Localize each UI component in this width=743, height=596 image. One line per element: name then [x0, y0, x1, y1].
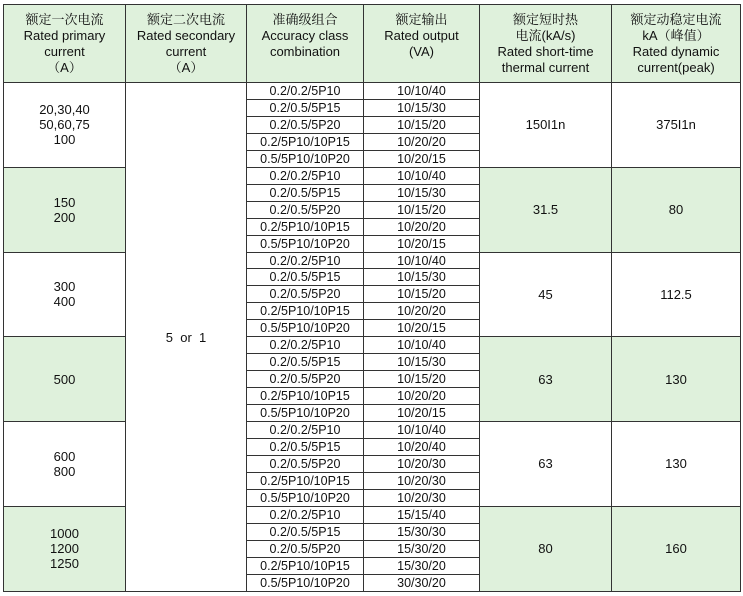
- rated-output-cell: 10/20/15: [364, 235, 480, 252]
- rated-output-cell: 10/10/40: [364, 83, 480, 100]
- rated-output-cell: 10/20/20: [364, 388, 480, 405]
- accuracy-class-cell: 0.2/5P10/10P15: [247, 388, 364, 405]
- accuracy-class-cell: 0.2/5P10/10P15: [247, 133, 364, 150]
- rated-output-cell: 10/15/30: [364, 354, 480, 371]
- primary-current-cell: 500: [4, 337, 126, 422]
- primary-current-cell: 1000 1200 1250: [4, 506, 126, 591]
- rated-output-cell: 10/15/20: [364, 371, 480, 388]
- rated-output-cell: 10/15/20: [364, 201, 480, 218]
- table-row: [4, 506, 741, 523]
- accuracy-class-cell: 0.2/0.2/5P10: [247, 337, 364, 354]
- primary-current-cell: 150 200: [4, 167, 126, 252]
- rated-output-cell: 10/15/20: [364, 286, 480, 303]
- dynamic-current-cell: 80: [612, 167, 741, 252]
- accuracy-class-cell: 0.2/5P10/10P15: [247, 472, 364, 489]
- rated-output-cell: 10/10/40: [364, 422, 480, 439]
- rated-output-cell: 10/15/30: [364, 269, 480, 286]
- rated-output-cell: 10/15/20: [364, 116, 480, 133]
- rated-output-cell: 15/30/20: [364, 557, 480, 574]
- accuracy-class-cell: 0.2/0.5/5P20: [247, 540, 364, 557]
- thermal-current-cell: 45: [480, 252, 612, 337]
- table-row: [4, 252, 741, 269]
- thermal-current-cell: 63: [480, 337, 612, 422]
- rated-output-cell: 10/15/30: [364, 99, 480, 116]
- rated-output-cell: 10/10/40: [364, 167, 480, 184]
- thermal-current-cell: 150I1n: [480, 83, 612, 168]
- table-row: [4, 167, 741, 184]
- rated-output-cell: 10/10/40: [364, 337, 480, 354]
- dynamic-current-cell: 160: [612, 506, 741, 591]
- table-row: [4, 83, 741, 100]
- header-secondary: 额定二次电流 Rated secondary current （A）: [126, 5, 247, 83]
- accuracy-class-cell: 0.2/0.2/5P10: [247, 252, 364, 269]
- rated-output-cell: 15/30/30: [364, 523, 480, 540]
- thermal-current-cell: 80: [480, 506, 612, 591]
- thermal-current-cell: 63: [480, 422, 612, 507]
- secondary-current-cell: 5 or 1: [126, 83, 247, 592]
- accuracy-class-cell: 0.5/5P10/10P20: [247, 574, 364, 591]
- rated-output-cell: 10/20/15: [364, 405, 480, 422]
- rated-output-cell: 30/30/20: [364, 574, 480, 591]
- accuracy-class-cell: 0.2/0.5/5P15: [247, 99, 364, 116]
- rated-output-cell: 10/20/30: [364, 489, 480, 506]
- accuracy-class-cell: 0.2/0.2/5P10: [247, 422, 364, 439]
- table-body: [4, 83, 741, 592]
- header-row: [4, 5, 741, 83]
- header-thermal: 额定短时热 电流(kA/s) Rated short-time thermal current: [480, 5, 612, 83]
- accuracy-class-cell: 0.2/5P10/10P15: [247, 218, 364, 235]
- rated-output-cell: 15/30/20: [364, 540, 480, 557]
- accuracy-class-cell: 0.5/5P10/10P20: [247, 150, 364, 167]
- accuracy-class-cell: 0.2/0.2/5P10: [247, 506, 364, 523]
- dynamic-current-cell: 130: [612, 422, 741, 507]
- rated-output-cell: 10/20/15: [364, 150, 480, 167]
- rated-output-cell: 10/20/20: [364, 303, 480, 320]
- thermal-current-cell: 31.5: [480, 167, 612, 252]
- header-primary: 额定一次电流 Rated primary current （A）: [4, 5, 126, 83]
- accuracy-class-cell: 0.2/0.5/5P15: [247, 523, 364, 540]
- accuracy-class-cell: 0.2/0.5/5P20: [247, 201, 364, 218]
- accuracy-class-cell: 0.2/0.5/5P15: [247, 184, 364, 201]
- accuracy-class-cell: 0.2/0.5/5P15: [247, 269, 364, 286]
- accuracy-class-cell: 0.2/0.2/5P10: [247, 83, 364, 100]
- rated-output-cell: 10/20/30: [364, 472, 480, 489]
- accuracy-class-cell: 0.2/5P10/10P15: [247, 557, 364, 574]
- primary-current-cell: 20,30,40 50,60,75 100: [4, 83, 126, 168]
- spec-table: [3, 4, 741, 592]
- rated-output-cell: 10/20/20: [364, 133, 480, 150]
- accuracy-class-cell: 0.2/5P10/10P15: [247, 303, 364, 320]
- accuracy-class-cell: 0.5/5P10/10P20: [247, 320, 364, 337]
- rated-output-cell: 10/20/15: [364, 320, 480, 337]
- primary-current-cell: 300 400: [4, 252, 126, 337]
- dynamic-current-cell: 375I1n: [612, 83, 741, 168]
- rated-output-cell: 10/10/40: [364, 252, 480, 269]
- primary-current-cell: 600 800: [4, 422, 126, 507]
- table-row: [4, 422, 741, 439]
- accuracy-class-cell: 0.2/0.5/5P15: [247, 439, 364, 456]
- accuracy-class-cell: 0.2/0.5/5P20: [247, 286, 364, 303]
- rated-output-cell: 10/15/30: [364, 184, 480, 201]
- rated-output-cell: 10/20/30: [364, 455, 480, 472]
- accuracy-class-cell: 0.5/5P10/10P20: [247, 235, 364, 252]
- rated-output-cell: 15/15/40: [364, 506, 480, 523]
- accuracy-class-cell: 0.2/0.5/5P20: [247, 371, 364, 388]
- accuracy-class-cell: 0.2/0.5/5P15: [247, 354, 364, 371]
- header-accuracy: 准确级组合 Accuracy class combination: [247, 5, 364, 83]
- accuracy-class-cell: 0.2/0.2/5P10: [247, 167, 364, 184]
- rated-output-cell: 10/20/40: [364, 439, 480, 456]
- dynamic-current-cell: 130: [612, 337, 741, 422]
- rated-output-cell: 10/20/20: [364, 218, 480, 235]
- table-row: [4, 337, 741, 354]
- accuracy-class-cell: 0.5/5P10/10P20: [247, 489, 364, 506]
- accuracy-class-cell: 0.5/5P10/10P20: [247, 405, 364, 422]
- accuracy-class-cell: 0.2/0.5/5P20: [247, 455, 364, 472]
- header-output: 额定输出 Rated output (VA): [364, 5, 480, 83]
- dynamic-current-cell: 112.5: [612, 252, 741, 337]
- header-dynamic: 额定动稳定电流 kA（峰值） Rated dynamic current(peak): [612, 5, 741, 83]
- accuracy-class-cell: 0.2/0.5/5P20: [247, 116, 364, 133]
